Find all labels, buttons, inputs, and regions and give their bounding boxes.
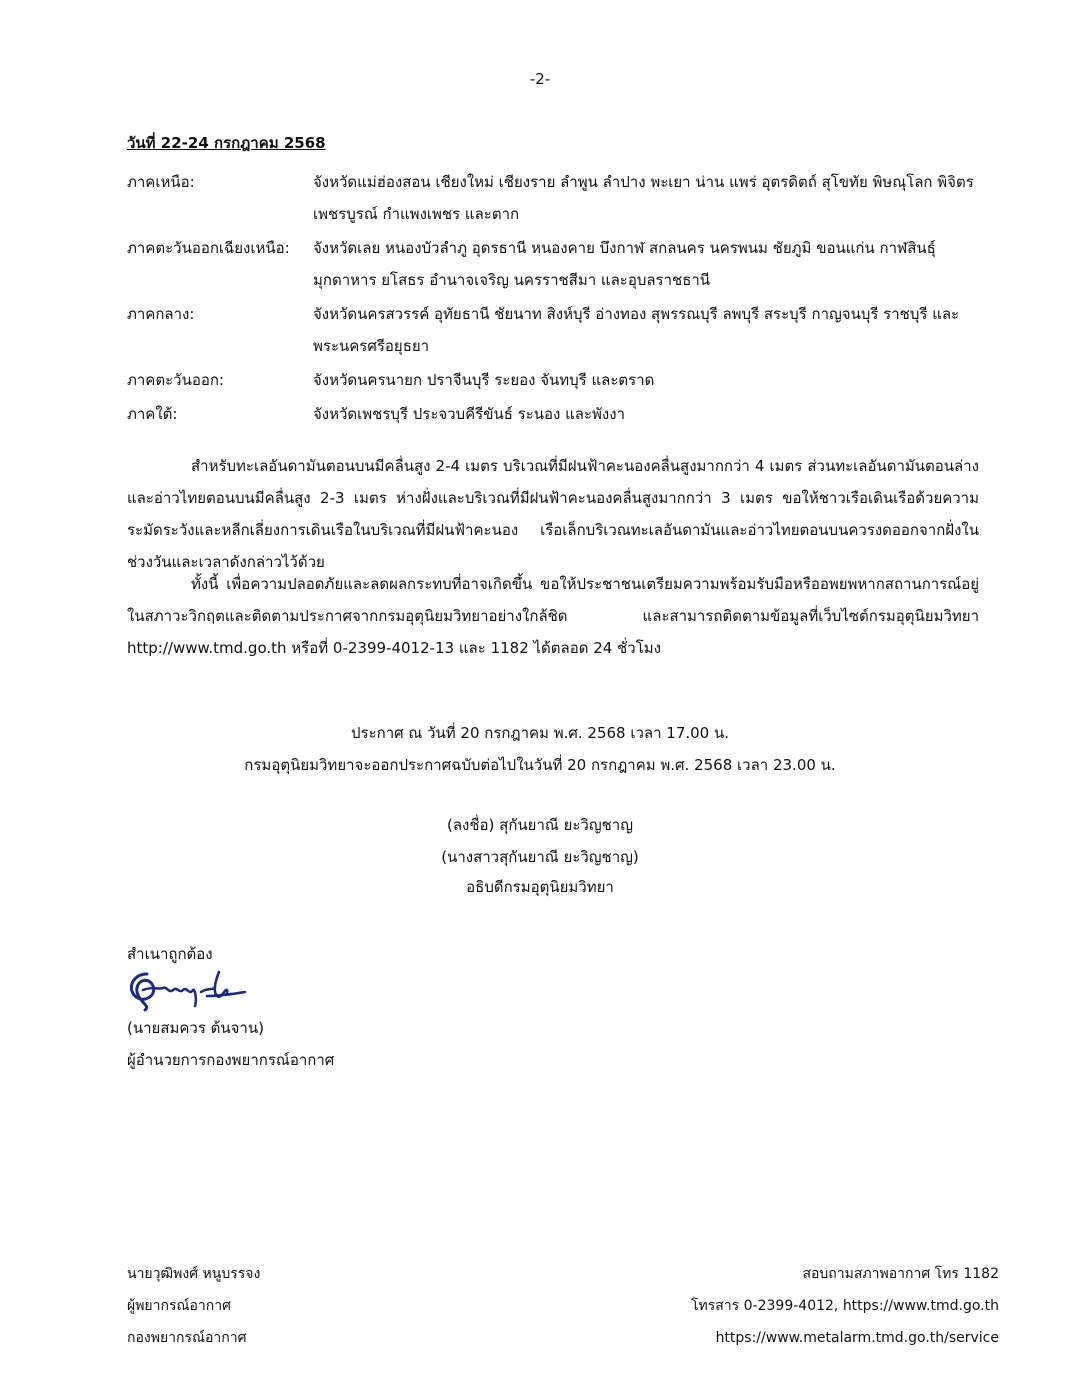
region-label: ภาคตะวันออกเฉียงเหนือ: — [127, 239, 290, 257]
safety-paragraph: ทั้งนี้ เพื่อความปลอดภัยและลดผลกระทบที่อาจเกิดขึ้น ขอให้ประชาชนเตรียมความพร้อมรับมือหรืออพยพหากสถานการณ์อยู่ในสภาวะวิกฤตและติดตามประกาศจากกรมอุตุนิยมวิทยาอย่างใกล้ชิด และสามารถติดตามข้อมูลที่เว็บไซต์กรมอุตุนิยมวิทยา http://www.tmd.go.th หรือที่ 0-2399-4012-13 และ 1182 ได้ตลอด 24 ชั่วโมง — [127, 575, 979, 657]
certified-copy-block — [127, 938, 334, 1076]
sea-warning-paragraph: สำหรับทะเลอันดามันตอนบนมีคลื่นสูง 2-4 เมตร บริเวณที่มีฝนฟ้าคะนองคลื่นสูงมากกว่า 4 เมตร ส่วนทะเลอันดามันตอนล่างและอ่าวไทยตอนบนมีคลื่นสูง 2-3 เมตร ห่างฝั่งและบริเวณที่มีฝนฟ้าคะนองคลื่นสูงมากกว่า 3 เมตร ขอให้ชาวเรือเดินเรือด้วยความระมัดระวังและหลีกเลี่ยงการเดินเรือในบริเวณที่มีฝนฟ้าคะนอง เรือเล็กบริเวณทะเลอันดามันและอ่าวไทยตอนบนควรงดออกจากฝั่งในช่วงวันและเวลาดังกล่าวไว้ด้วย — [127, 457, 979, 571]
region-label: ภาคกลาง: — [127, 305, 195, 323]
page-number: -2- — [529, 70, 551, 88]
region-south — [127, 398, 987, 430]
footer-contact — [691, 1258, 999, 1354]
region-provinces: จังหวัดเลย หนองบัวลำภู อุดรธานี หนองคาย บึงกาฬ สกลนคร นครพนม ชัยภูมิ ขอนแก่น กาฬสินธุ์ มุกดาหาร ยโสธร อำนาจเจริญ นครราชสีมา และอุบลราชธานี — [313, 239, 936, 289]
contact-fax-web: โทรสาร 0-2399-4012, https://www.tmd.go.th — [691, 1298, 999, 1314]
region-label: ภาคตะวันออก: — [127, 371, 224, 389]
region-east — [127, 364, 987, 396]
region-central — [127, 298, 987, 362]
date-heading: วันที่ 22-24 กรกฎาคม 2568 — [127, 134, 326, 152]
region-provinces: จังหวัดนครนายก ปราจีนบุรี ระยอง จันทบุรี และตราด — [313, 371, 655, 389]
region-list — [127, 166, 987, 430]
region-label: ภาคใต้: — [127, 405, 178, 423]
forecaster-name: นายวุฒิพงศ์ หนูบรรจง — [127, 1266, 261, 1282]
certified-title: ผู้อำนวยการกองพยากรณ์อากาศ — [127, 1051, 335, 1069]
region-provinces: จังหวัดนครสวรรค์ อุทัยธานี ชัยนาท สิงห์บุรี อ่างทอง สุพรรณบุรี ลพบุรี สระบุรี กาญจนบุรี ราชบุรี และพระนครศรีอยุธยา — [313, 305, 960, 355]
region-label: ภาคเหนือ: — [127, 173, 195, 191]
signatory-title: อธิบดีกรมอุตุนิยมวิทยา — [466, 878, 614, 896]
region-provinces: จังหวัดเพชรบุรี ประจวบคีรีขันธ์ ระนอง และพังงา — [313, 405, 625, 423]
next-announcement: กรมอุตุนิยมวิทยาจะออกประกาศฉบับต่อไปในวันที่ 20 กรกฎาคม พ.ศ. 2568 เวลา 23.00 น. — [244, 756, 836, 774]
contact-phone: สอบถามสภาพอากาศ โทร 1182 — [802, 1266, 999, 1282]
certified-name: (นายสมควร ต้นจาน) — [127, 1019, 264, 1037]
certified-label: สำเนาถูกต้อง — [127, 945, 213, 963]
region-north — [127, 166, 987, 230]
forecaster-position: ผู้พยากรณ์อากาศ — [127, 1298, 231, 1314]
region-northeast — [127, 232, 987, 296]
forecaster-division: กองพยากรณ์อากาศ — [127, 1330, 247, 1346]
footer-forecaster — [127, 1258, 260, 1354]
signatory-signed: (ลงชื่อ) สุกันยาณี ยะวิญชาญ — [447, 816, 633, 834]
contact-metalarm-link[interactable]: https://www.metalarm.tmd.go.th/service — [715, 1330, 999, 1346]
region-provinces: จังหวัดแม่ฮ่องสอน เชียงใหม่ เชียงราย ลำพูน ลำปาง พะเยา น่าน แพร่ อุตรดิตถ์ สุโขทัย พิษณุโลก พิจิตร เพชรบูรณ์ กำแพงเพชร และตาก — [313, 173, 974, 223]
signatory-name: (นางสาวสุกันยาณี ยะวิญชาญ) — [441, 848, 639, 866]
announcement-date: ประกาศ ณ วันที่ 20 กรกฎาคม พ.ศ. 2568 เวลา 17.00 น. — [350, 724, 730, 742]
handwritten-signature — [123, 966, 253, 1016]
